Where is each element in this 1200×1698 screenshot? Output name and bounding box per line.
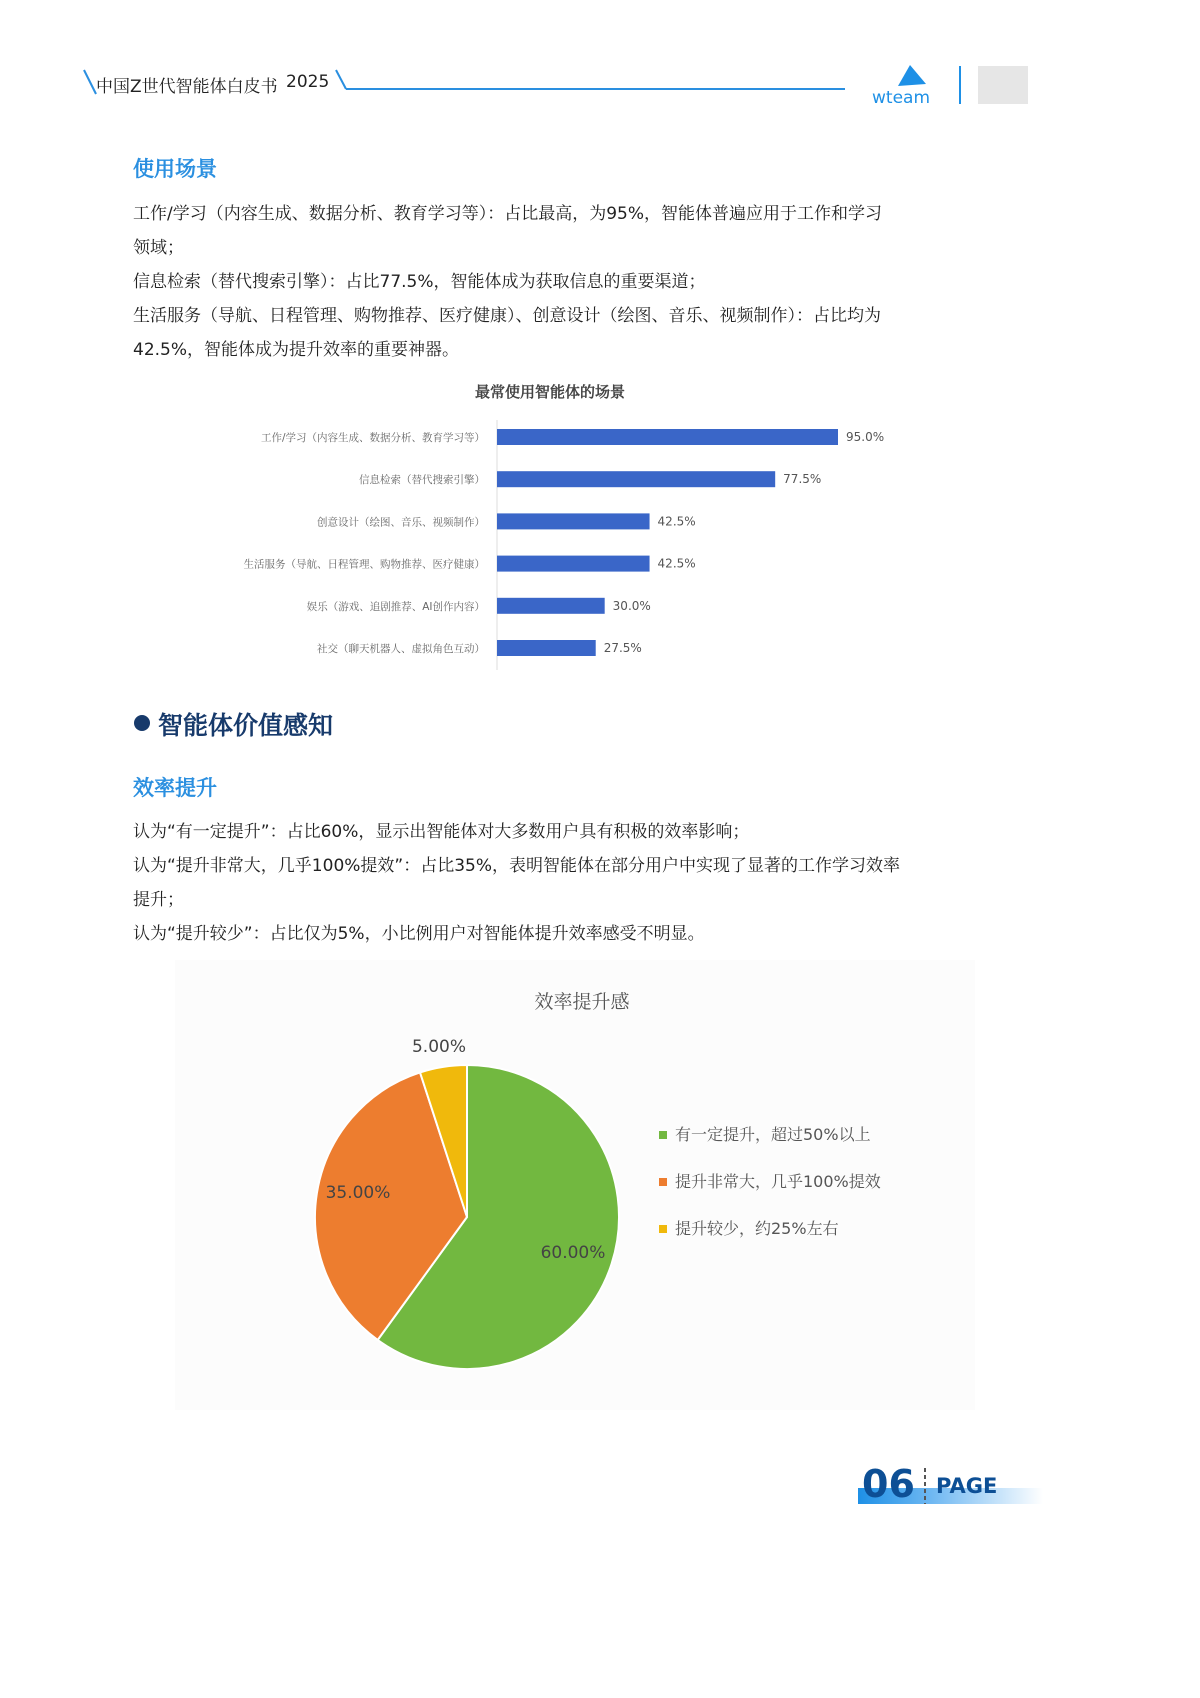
legend-label: 有一定提升，超过50%以上 bbox=[675, 1125, 871, 1144]
bar bbox=[497, 556, 650, 572]
logo-sail-icon bbox=[898, 65, 926, 86]
page-number: 06 bbox=[862, 1462, 915, 1506]
section-heading-value: 智能体价值感知 bbox=[158, 711, 334, 740]
logo-image bbox=[978, 66, 1028, 104]
bar-value-label: 95.0% bbox=[846, 430, 885, 444]
section-heading-usage: 使用场景 bbox=[133, 157, 217, 181]
paragraph: 认为“提升非常大，几乎100%提效”：占比35%，表明智能体在部分用户中实现了显著的工作学习效率 bbox=[133, 856, 900, 876]
bar bbox=[497, 429, 838, 445]
bullet-dot-icon bbox=[133, 712, 153, 734]
paragraph: 工作/学习（内容生成、数据分析、教育学习等）：占比最高，为95%，智能体普遍应用于工作和学习 bbox=[133, 204, 883, 224]
legend-label: 提升非常大，几乎100%提效 bbox=[675, 1172, 881, 1191]
header-year: 2025 bbox=[286, 72, 330, 92]
page-label: PAGE bbox=[936, 1474, 998, 1498]
bar-chart-title: 最常使用智能体的场景 bbox=[474, 383, 626, 401]
paragraph: 42.5%，智能体成为提升效率的重要神器。 bbox=[133, 340, 460, 360]
pie-slice-label: 5.00% bbox=[411, 1037, 467, 1057]
paragraph: 认为“提升较少”：占比仅为5%，小比例用户对智能体提升效率感受不明显。 bbox=[133, 924, 705, 944]
efficiency-text bbox=[133, 815, 1013, 951]
bar-value-label: 27.5% bbox=[603, 641, 642, 655]
bar-category-label: 社交（聊天机器人、虚拟角色互动） bbox=[317, 643, 485, 655]
bar-category-label: 信息检索（替代搜索引擎） bbox=[359, 474, 485, 487]
bar-value-label: 42.5% bbox=[657, 514, 696, 529]
subheading-efficiency: 效率提升 bbox=[133, 776, 217, 800]
paragraph: 信息检索（替代搜索引擎）：占比77.5%，智能体成为获取信息的重要渠道； bbox=[133, 272, 706, 292]
footer-decoration bbox=[0, 1450, 1200, 1520]
logo-text: wteam bbox=[872, 88, 931, 108]
paragraph: 认为“有一定提升”：占比60%，显示出智能体对大多数用户具有积极的效率影响； bbox=[133, 822, 750, 842]
bar-category-label: 创意设计（绘图、音乐、视频制作） bbox=[317, 516, 485, 529]
pie-chart bbox=[175, 960, 975, 1410]
pie-slice-label: 60.00% bbox=[540, 1243, 606, 1263]
bar bbox=[497, 598, 605, 614]
bar-category-label: 生活服务（导航、日程管理、购物推荐、医疗健康） bbox=[243, 558, 485, 571]
header-decoration bbox=[0, 0, 1200, 130]
bar-value-label: 77.5% bbox=[783, 472, 822, 487]
pie-chart-title: 效率提升感 bbox=[534, 991, 630, 1013]
bar bbox=[497, 471, 775, 487]
bar-value-label: 30.0% bbox=[612, 598, 651, 613]
paragraph: 生活服务（导航、日程管理、购物推荐、医疗健康）、创意设计（绘图、音乐、视频制作）：占比均为 bbox=[133, 306, 881, 326]
paragraph: 领域； bbox=[133, 238, 184, 258]
bar-chart bbox=[0, 370, 1200, 680]
bar-value-label: 42.5% bbox=[657, 556, 696, 571]
bar bbox=[497, 513, 650, 529]
paragraph: 提升； bbox=[133, 890, 184, 910]
pie-slice-label: 35.00% bbox=[325, 1183, 391, 1203]
usage-text bbox=[133, 197, 1013, 367]
legend-swatch bbox=[659, 1225, 667, 1233]
legend-swatch bbox=[659, 1131, 667, 1139]
legend-label: 提升较少，约25%左右 bbox=[675, 1219, 839, 1238]
bar bbox=[497, 640, 596, 656]
bar-category-label: 娱乐（游戏、追剧推荐、AI创作内容） bbox=[306, 600, 485, 613]
header-title: 中国Z世代智能体白皮书 bbox=[96, 77, 278, 97]
bar-category-label: 工作/学习（内容生成、数据分析、教育学习等） bbox=[260, 432, 485, 444]
legend-swatch bbox=[659, 1178, 667, 1186]
